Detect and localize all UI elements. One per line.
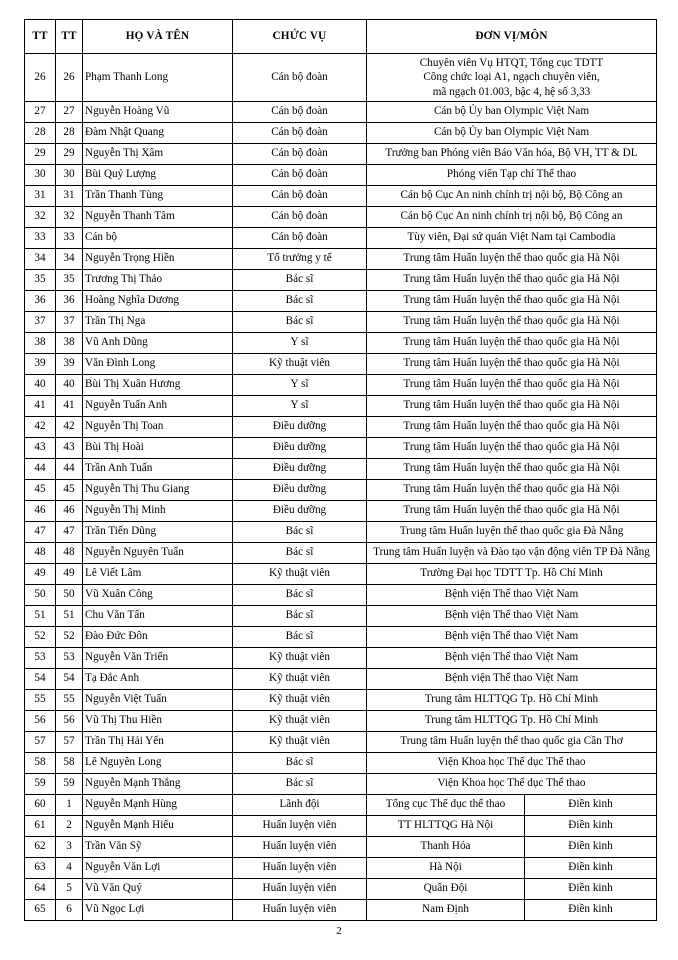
cell-role: Huấn luyện viên (233, 879, 367, 900)
table-row (25, 123, 657, 144)
cell-role: Bác sĩ (233, 774, 367, 795)
cell-role: Huấn luyện viên (233, 837, 367, 858)
cell-tt1: 37 (25, 312, 56, 333)
cell-unit: Trung tâm Huấn luyện thể thao quốc gia Hà Nội (367, 354, 657, 375)
cell-name: Nguyễn Văn Triển (83, 648, 233, 669)
column-header-role: CHỨC VỤ (233, 20, 367, 54)
cell-name: Nguyễn Hoàng Vũ (83, 102, 233, 123)
cell-tt2: 2 (56, 816, 83, 837)
table-row (25, 228, 657, 249)
cell-role: Điều dưỡng (233, 438, 367, 459)
cell-role: Huấn luyện viên (233, 816, 367, 837)
cell-unit: Trung tâm Huấn luyện thể thao quốc gia Hà Nội (367, 333, 657, 354)
table-row (25, 144, 657, 165)
cell-role: Điều dưỡng (233, 417, 367, 438)
table-row (25, 774, 657, 795)
cell-unit: Trung tâm Huấn luyện thể thao quốc gia Cần Thơ (367, 732, 657, 753)
cell-name: Lê Viết Lâm (83, 564, 233, 585)
cell-sport: Điền kinh (525, 795, 657, 816)
cell-role: Y sĩ (233, 396, 367, 417)
cell-tt2: 4 (56, 858, 83, 879)
cell-unit: Bệnh viện Thể thao Việt Nam (367, 627, 657, 648)
cell-unit: Phóng viên Tạp chí Thể thao (367, 165, 657, 186)
cell-role: Bác sĩ (233, 606, 367, 627)
cell-role: Bác sĩ (233, 291, 367, 312)
cell-tt1: 40 (25, 375, 56, 396)
cell-unit: Bệnh viện Thể thao Việt Nam (367, 606, 657, 627)
cell-tt2: 5 (56, 879, 83, 900)
cell-unit (367, 54, 657, 102)
cell-tt1: 56 (25, 711, 56, 732)
cell-name: Trần Văn Sỹ (83, 837, 233, 858)
cell-unit: Quân Đội (367, 879, 525, 900)
cell-unit: Trung tâm Huấn luyện thể thao quốc gia Đà Nẵng (367, 522, 657, 543)
cell-name: Cán bộ (83, 228, 233, 249)
table-row (25, 690, 657, 711)
cell-unit: Cán bộ Ủy ban Olympic Việt Nam (367, 123, 657, 144)
cell-name: Nguyễn Việt Tuấn (83, 690, 233, 711)
table-row (25, 312, 657, 333)
cell-tt1: 63 (25, 858, 56, 879)
cell-tt1: 65 (25, 900, 56, 921)
cell-unit: Trung tâm Huấn luyện thể thao quốc gia Hà Nội (367, 375, 657, 396)
table-row (25, 795, 657, 816)
cell-tt1: 43 (25, 438, 56, 459)
cell-tt1: 52 (25, 627, 56, 648)
table-row (25, 270, 657, 291)
cell-unit: Trung tâm Huấn luyện và Đào tạo vận động viên TP Đà Nẵng (367, 543, 657, 564)
cell-tt2: 41 (56, 396, 83, 417)
cell-tt1: 35 (25, 270, 56, 291)
cell-role: Bác sĩ (233, 627, 367, 648)
cell-unit: Bệnh viện Thể thao Việt Nam (367, 669, 657, 690)
cell-role: Kỹ thuật viên (233, 711, 367, 732)
cell-role: Huấn luyện viên (233, 900, 367, 921)
table-row (25, 753, 657, 774)
cell-role: Bác sĩ (233, 522, 367, 543)
cell-unit: Tùy viên, Đại sứ quán Việt Nam tại Cambodia (367, 228, 657, 249)
cell-tt2: 49 (56, 564, 83, 585)
cell-tt1: 62 (25, 837, 56, 858)
cell-tt1: 30 (25, 165, 56, 186)
cell-name: Nguyễn Thị Xâm (83, 144, 233, 165)
table-body (25, 54, 657, 921)
cell-name: Bùi Quý Lượng (83, 165, 233, 186)
cell-unit: Trung tâm Huấn luyện thể thao quốc gia Hà Nội (367, 501, 657, 522)
cell-name: Trần Thị Hải Yến (83, 732, 233, 753)
table-row (25, 207, 657, 228)
table-row (25, 480, 657, 501)
cell-tt1: 32 (25, 207, 56, 228)
cell-tt2: 29 (56, 144, 83, 165)
cell-role: Lãnh đội (233, 795, 367, 816)
table-row (25, 165, 657, 186)
cell-unit: Nam Định (367, 900, 525, 921)
table-row (25, 501, 657, 522)
cell-sport: Điền kinh (525, 816, 657, 837)
cell-name: Bùi Thị Hoài (83, 438, 233, 459)
table-row (25, 543, 657, 564)
cell-tt1: 39 (25, 354, 56, 375)
cell-unit-multiline (369, 56, 654, 99)
table-row (25, 102, 657, 123)
cell-name: Đào Đức Đôn (83, 627, 233, 648)
table-row (25, 711, 657, 732)
cell-tt1: 47 (25, 522, 56, 543)
cell-role: Điều dưỡng (233, 459, 367, 480)
table-row (25, 291, 657, 312)
cell-role: Y sĩ (233, 333, 367, 354)
cell-tt1: 55 (25, 690, 56, 711)
cell-role: Kỹ thuật viên (233, 669, 367, 690)
cell-tt2: 59 (56, 774, 83, 795)
cell-unit: Cán bộ Cục An ninh chính trị nội bộ, Bộ Công an (367, 207, 657, 228)
cell-role: Cán bộ đoàn (233, 102, 367, 123)
cell-unit: Trung tâm Huấn luyện thể thao quốc gia Hà Nội (367, 312, 657, 333)
cell-tt1: 42 (25, 417, 56, 438)
cell-tt2: 38 (56, 333, 83, 354)
cell-tt1: 54 (25, 669, 56, 690)
cell-unit: Viện Khoa học Thể dục Thể thao (367, 753, 657, 774)
cell-tt2: 31 (56, 186, 83, 207)
cell-role: Cán bộ đoàn (233, 123, 367, 144)
cell-role: Y sĩ (233, 375, 367, 396)
table-row (25, 816, 657, 837)
cell-unit: Bệnh viện Thể thao Việt Nam (367, 648, 657, 669)
cell-tt2: 40 (56, 375, 83, 396)
cell-unit: Trưởng ban Phóng viên Báo Văn hóa, Bộ VH, TT & DL (367, 144, 657, 165)
cell-tt2: 3 (56, 837, 83, 858)
table-row (25, 417, 657, 438)
cell-role: Điều dưỡng (233, 501, 367, 522)
table-row (25, 375, 657, 396)
cell-role: Bác sĩ (233, 585, 367, 606)
cell-tt1: 38 (25, 333, 56, 354)
cell-name: Nguyễn Thị Minh (83, 501, 233, 522)
cell-name: Nguyễn Mạnh Thắng (83, 774, 233, 795)
cell-name: Vũ Thị Thu Hiền (83, 711, 233, 732)
cell-tt2: 1 (56, 795, 83, 816)
cell-tt2: 56 (56, 711, 83, 732)
table-row (25, 585, 657, 606)
cell-role: Kỹ thuật viên (233, 732, 367, 753)
cell-tt2: 27 (56, 102, 83, 123)
cell-name: Bùi Thị Xuân Hương (83, 375, 233, 396)
table-row (25, 732, 657, 753)
table-row (25, 54, 657, 102)
cell-unit-line: Công chức loại A1, ngạch chuyên viên, (423, 71, 600, 84)
cell-tt2: 43 (56, 438, 83, 459)
table-row (25, 669, 657, 690)
cell-tt2: 33 (56, 228, 83, 249)
cell-role: Cán bộ đoàn (233, 165, 367, 186)
table-row (25, 648, 657, 669)
cell-name: Vũ Văn Quý (83, 879, 233, 900)
cell-unit: Trung tâm Huấn luyện thể thao quốc gia Hà Nội (367, 480, 657, 501)
cell-tt2: 28 (56, 123, 83, 144)
cell-unit: Hà Nội (367, 858, 525, 879)
column-header-tt1: TT (25, 20, 56, 54)
cell-tt2: 52 (56, 627, 83, 648)
cell-name: Nguyễn Thanh Tâm (83, 207, 233, 228)
cell-tt2: 57 (56, 732, 83, 753)
cell-name: Vũ Ngọc Lợi (83, 900, 233, 921)
cell-role: Cán bộ đoàn (233, 228, 367, 249)
table-row (25, 522, 657, 543)
cell-name: Tạ Đắc Anh (83, 669, 233, 690)
cell-tt2: 37 (56, 312, 83, 333)
cell-tt2: 58 (56, 753, 83, 774)
cell-tt1: 46 (25, 501, 56, 522)
cell-unit: Trung tâm Huấn luyện thể thao quốc gia Hà Nội (367, 249, 657, 270)
cell-name: Nguyễn Văn Lợi (83, 858, 233, 879)
table-row (25, 564, 657, 585)
cell-name: Nguyễn Mạnh Hùng (83, 795, 233, 816)
table-row (25, 396, 657, 417)
cell-name: Nguyễn Nguyên Tuấn (83, 543, 233, 564)
cell-tt2: 47 (56, 522, 83, 543)
table-row (25, 627, 657, 648)
cell-tt1: 45 (25, 480, 56, 501)
cell-name: Đàm Nhật Quang (83, 123, 233, 144)
cell-sport: Điền kinh (525, 837, 657, 858)
cell-tt1: 27 (25, 102, 56, 123)
cell-name: Lê Nguyên Long (83, 753, 233, 774)
cell-tt2: 50 (56, 585, 83, 606)
table-row (25, 438, 657, 459)
table-row (25, 249, 657, 270)
cell-tt1: 51 (25, 606, 56, 627)
cell-tt2: 48 (56, 543, 83, 564)
cell-unit: Trường Đại học TDTT Tp. Hồ Chí Minh (367, 564, 657, 585)
cell-unit: Trung tâm Huấn luyện thể thao quốc gia Hà Nội (367, 291, 657, 312)
cell-role: Kỹ thuật viên (233, 564, 367, 585)
cell-unit: Trung tâm HLTTQG Tp. Hồ Chí Minh (367, 690, 657, 711)
cell-tt1: 50 (25, 585, 56, 606)
cell-role: Điều dưỡng (233, 480, 367, 501)
cell-role: Kỹ thuật viên (233, 690, 367, 711)
cell-role: Cán bộ đoàn (233, 186, 367, 207)
cell-unit: Trung tâm Huấn luyện thể thao quốc gia Hà Nội (367, 417, 657, 438)
cell-tt2: 34 (56, 249, 83, 270)
cell-name: Văn Đình Long (83, 354, 233, 375)
table-row (25, 354, 657, 375)
table-row (25, 606, 657, 627)
cell-unit: Thanh Hóa (367, 837, 525, 858)
cell-tt2: 32 (56, 207, 83, 228)
cell-tt1: 59 (25, 774, 56, 795)
table-row (25, 333, 657, 354)
cell-unit: Viện Khoa học Thể dục Thể thao (367, 774, 657, 795)
cell-name: Trần Anh Tuấn (83, 459, 233, 480)
cell-tt2: 42 (56, 417, 83, 438)
cell-sport: Điền kinh (525, 858, 657, 879)
cell-tt1: 34 (25, 249, 56, 270)
cell-tt1: 44 (25, 459, 56, 480)
column-header-name: HỌ VÀ TÊN (83, 20, 233, 54)
cell-unit: Cán bộ Ủy ban Olympic Việt Nam (367, 102, 657, 123)
cell-role: Bác sĩ (233, 270, 367, 291)
cell-role: Kỹ thuật viên (233, 648, 367, 669)
cell-tt2: 44 (56, 459, 83, 480)
cell-tt1: 48 (25, 543, 56, 564)
cell-name: Trương Thị Thảo (83, 270, 233, 291)
cell-tt1: 28 (25, 123, 56, 144)
cell-name: Trần Thị Nga (83, 312, 233, 333)
cell-role: Bác sĩ (233, 753, 367, 774)
cell-sport: Điền kinh (525, 900, 657, 921)
cell-name: Chu Văn Tấn (83, 606, 233, 627)
cell-tt2: 35 (56, 270, 83, 291)
cell-name: Phạm Thanh Long (83, 54, 233, 102)
cell-tt1: 53 (25, 648, 56, 669)
cell-role: Tổ trưởng y tế (233, 249, 367, 270)
cell-unit-line: Chuyên viên Vụ HTQT, Tổng cục TDTT (419, 57, 604, 69)
table-row (25, 459, 657, 480)
cell-unit: Trung tâm Huấn luyện thể thao quốc gia Hà Nội (367, 459, 657, 480)
cell-role: Cán bộ đoàn (233, 207, 367, 228)
cell-unit: Bệnh viện Thể thao Việt Nam (367, 585, 657, 606)
cell-tt1: 61 (25, 816, 56, 837)
cell-tt1: 26 (25, 54, 56, 102)
cell-tt1: 58 (25, 753, 56, 774)
cell-unit: Tổng cục Thể dục thể thao (367, 795, 525, 816)
cell-tt1: 57 (25, 732, 56, 753)
cell-name: Vũ Anh Dũng (83, 333, 233, 354)
cell-tt2: 54 (56, 669, 83, 690)
cell-tt2: 36 (56, 291, 83, 312)
cell-role: Bác sĩ (233, 543, 367, 564)
cell-tt1: 29 (25, 144, 56, 165)
cell-tt2: 53 (56, 648, 83, 669)
cell-name: Nguyễn Trọng Hiền (83, 249, 233, 270)
cell-unit: Cán bộ Cục An ninh chính trị nội bộ, Bộ Công an (367, 186, 657, 207)
cell-tt2: 39 (56, 354, 83, 375)
cell-role: Cán bộ đoàn (233, 54, 367, 102)
cell-name: Nguyễn Thị Toan (83, 417, 233, 438)
table-header (25, 20, 657, 54)
page-number: 2 (336, 925, 342, 937)
table-row (25, 186, 657, 207)
cell-tt2: 55 (56, 690, 83, 711)
cell-tt1: 31 (25, 186, 56, 207)
cell-name: Vũ Xuân Công (83, 585, 233, 606)
table-row (25, 858, 657, 879)
cell-unit: TT HLTTQG Hà Nội (367, 816, 525, 837)
cell-tt2: 45 (56, 480, 83, 501)
cell-name: Trần Tiến Dũng (83, 522, 233, 543)
cell-unit-line: mã ngạch 01.003, bậc 4, hệ số 3,33 (432, 85, 591, 98)
cell-tt1: 60 (25, 795, 56, 816)
cell-name: Nguyễn Mạnh Hiếu (83, 816, 233, 837)
cell-tt2: 6 (56, 900, 83, 921)
cell-unit: Trung tâm HLTTQG Tp. Hồ Chí Minh (367, 711, 657, 732)
cell-unit: Trung tâm Huấn luyện thể thao quốc gia Hà Nội (367, 438, 657, 459)
cell-role: Huấn luyện viên (233, 858, 367, 879)
table-row (25, 879, 657, 900)
cell-tt2: 26 (56, 54, 83, 102)
table-row (25, 900, 657, 921)
cell-tt1: 49 (25, 564, 56, 585)
cell-tt1: 64 (25, 879, 56, 900)
cell-tt1: 41 (25, 396, 56, 417)
cell-tt1: 36 (25, 291, 56, 312)
cell-unit: Trung tâm Huấn luyện thể thao quốc gia Hà Nội (367, 270, 657, 291)
cell-name: Trần Thanh Tùng (83, 186, 233, 207)
cell-role: Kỹ thuật viên (233, 354, 367, 375)
cell-name: Nguyễn Thị Thu Giang (83, 480, 233, 501)
cell-role: Bác sĩ (233, 312, 367, 333)
column-header-tt2: TT (56, 20, 83, 54)
column-header-unit: ĐƠN VỊ/MÔN (367, 20, 657, 54)
cell-tt2: 46 (56, 501, 83, 522)
cell-unit: Trung tâm Huấn luyện thể thao quốc gia Hà Nội (367, 396, 657, 417)
table-row (25, 837, 657, 858)
cell-tt2: 30 (56, 165, 83, 186)
cell-name: Hoàng Nghĩa Dương (83, 291, 233, 312)
cell-sport: Điền kinh (525, 879, 657, 900)
cell-tt1: 33 (25, 228, 56, 249)
cell-tt2: 51 (56, 606, 83, 627)
personnel-table (24, 19, 657, 921)
cell-role: Cán bộ đoàn (233, 144, 367, 165)
cell-name: Nguyễn Tuấn Anh (83, 396, 233, 417)
header-row (25, 20, 657, 54)
